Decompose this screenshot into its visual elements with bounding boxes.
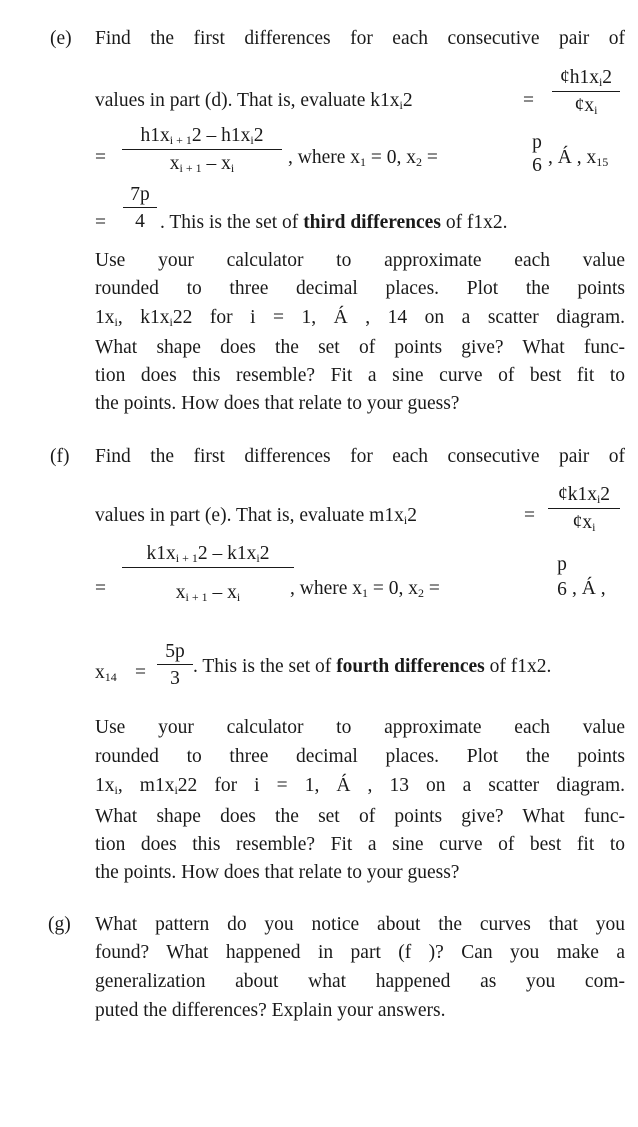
part-e-body3: $1x_i$, $k1x_i22$ for i = 1, Á , 14 on a scatter diagram.	[95, 307, 625, 329]
part-e-line2: values in part (d). That is, evaluate $k1x_i2$	[95, 90, 413, 112]
part-f-5pi-over-3: $\frac{5p}{3}$	[157, 641, 193, 690]
part-f-difference-quotient: $\frac{k1x_{i + 1}2 - k1x_i2}{x_{i + 1} - x_i}$	[122, 543, 294, 605]
part-f-x14: $x_{14}$	[95, 662, 117, 684]
part-e-eq1: =	[523, 90, 534, 111]
part-g-line3: generalization about what happened as you com-	[95, 971, 625, 992]
part-e-eq2: =	[95, 147, 106, 168]
part-f-line2: values in part (e). That is, evaluate $m1x_i2$	[95, 505, 417, 527]
part-e-line1: Find the first differences for each consecutive pair of	[95, 28, 625, 49]
part-e-difference-quotient: $\frac{h1x_{i + 1}2 - h1x_i2}{x_{i + 1} - x_i}$	[122, 125, 282, 176]
part-e-eq3: =	[95, 212, 106, 233]
part-f-sequence-tail: , Á ,	[572, 578, 606, 599]
part-f-eq3: =	[135, 662, 146, 683]
part-f-eq1: =	[524, 505, 535, 526]
part-f-body4: What shape does the set of points give? What func-	[95, 806, 625, 827]
part-e-body5: tion does this resemble? Fit a sine curve of best fit to	[95, 365, 625, 386]
part-f-body2: rounded to three decimal places. Plot the points	[95, 746, 625, 767]
part-e-derivative-fraction: $\frac{¢h1x_i2}{¢x_i}$	[552, 67, 620, 118]
part-f-body3: $1x_i$, $m1x_i22$ for i = 1, Á , 13 on a scatter diagram.	[95, 775, 625, 797]
part-e-body2: rounded to three decimal places. Plot the points	[95, 278, 625, 299]
part-g-label: (g)	[48, 914, 71, 935]
part-e-body4: What shape does the set of points give? What func-	[95, 337, 625, 358]
part-e-body6: the points. How does that relate to your guess?	[95, 393, 460, 414]
part-g-line1: What pattern do you notice about the curves that you	[95, 914, 625, 935]
part-f-body5: tion does this resemble? Fit a sine curve of best fit to	[95, 834, 625, 855]
part-e-body1: Use your calculator to approximate each value	[95, 250, 625, 271]
part-f-derivative-fraction: $\frac{¢k1x_i2}{¢x_i}$	[548, 484, 620, 535]
part-f-body6: the points. How does that relate to your guess?	[95, 862, 460, 883]
part-e-third-differences-sentence: . This is the set of third differences of f1x2.	[160, 212, 508, 233]
part-f-body1: Use your calculator to approximate each value	[95, 717, 625, 738]
part-f-where-clause: , where $x_1 = 0$, $x_2$ =	[290, 578, 440, 600]
part-g-line4: puted the differences? Explain your answers.	[95, 1000, 446, 1021]
part-e-pi-over-6: p 6	[532, 132, 542, 176]
part-e-label: (e)	[50, 28, 72, 49]
part-e-7pi-over-4: $\frac{7p}{4}$	[123, 184, 157, 233]
part-f-pi-over-6: p 6	[557, 554, 567, 600]
part-g-line2: found? What happened in part (f )? Can you make a	[95, 942, 625, 963]
part-e-where-clause: , where $x_1 = 0$, $x_2$ =	[288, 147, 438, 169]
part-f-eq2: =	[95, 578, 106, 599]
part-f-fourth-differences-sentence: . This is the set of fourth differences of f1x2.	[193, 656, 552, 677]
part-f-label: (f)	[50, 446, 70, 467]
part-e-sequence-tail: , Á , $x_{15}$	[548, 147, 609, 169]
part-f-line1: Find the first differences for each consecutive pair of	[95, 446, 625, 467]
